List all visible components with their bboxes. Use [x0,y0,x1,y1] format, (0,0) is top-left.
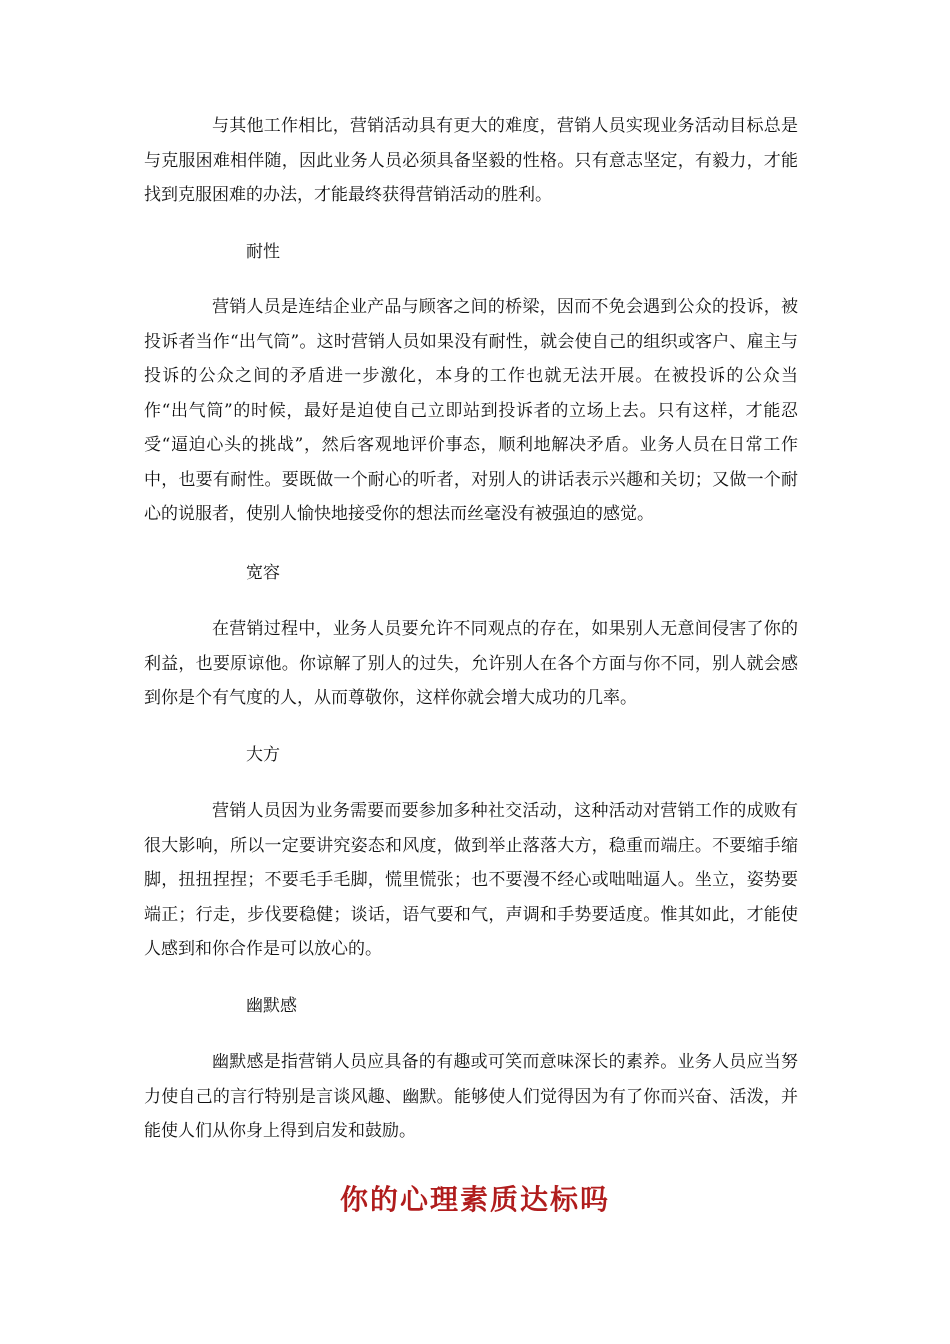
paragraph-humor: 幽默感是指营销人员应具备的有趣或可笑而意味深长的素养。业务人员应当努力使自己的言行特别是言谈风趣、幽默。能够使人们觉得因为有了你而兴奋、活泼，并能使人们从你身上得到启发和鼓励。 [144,1052,798,1141]
heading-tolerance: 宽容 [246,563,280,583]
paragraph-generous: 营销人员因为业务需要而要参加多种社交活动，这种活动对营销工作的成败有很大影响，所以一定要讲究姿态和风度，做到举止落落大方，稳重而端庄。不要缩手缩脚，扭扭捏捏；不要毛手毛脚，慌里慌张；也不要漫不经心或咄咄逼人。坐立，姿势要端正；行走，步伐要稳健；谈话，语气要和气，声调和手势要适度。惟其如此，才能使人感到和你合作是可以放心的。 [144,801,798,959]
heading-patience: 耐性 [246,242,280,262]
paragraph-patience: 营销人员是连结企业产品与顾客之间的桥梁，因而不免会遇到公众的投诉，被投诉者当作“出气筒”。这时营销人员如果没有耐性，就会使自己的组织或客户、雇主与投诉的公众之间的矛盾进一步激化，本身的工作也就无法开展。在被投诉的公众当作“出气筒”的时候，最好是迫使自己立即站到投诉者的立场上去。只有这样，才能忍受“逼迫心头的挑战”，然后客观地评价事态，顺利地解决矛盾。业务人员在日常工作中，也要有耐性。要既做一个耐心的听者，对别人的讲话表示兴趣和关切；又做一个耐心的说服者，使别人愉快地接受你的想法而丝毫没有被强迫的感觉。 [144,297,798,524]
heading-humor: 幽默感 [246,996,297,1016]
paragraph-tolerance: 在营销过程中，业务人员要允许不同观点的存在，如果别人无意间侵害了你的利益，也要原谅他。你谅解了别人的过失，允许别人在各个方面与你不同，别人就会感到你是个有气度的人，从而尊敬你，这样你就会增大成功的几率。 [144,619,798,708]
paragraph-perseverance: 与其他工作相比，营销活动具有更大的难度，营销人员实现业务活动目标总是与克服困难相伴随，因此业务人员必须具备坚毅的性格。只有意志坚定，有毅力，才能找到克服困难的办法，才能最终获得营销活动的胜利。 [144,116,798,205]
heading-generous: 大方 [246,745,280,765]
section-title: 你的心理素质达标吗 [339,1183,610,1216]
